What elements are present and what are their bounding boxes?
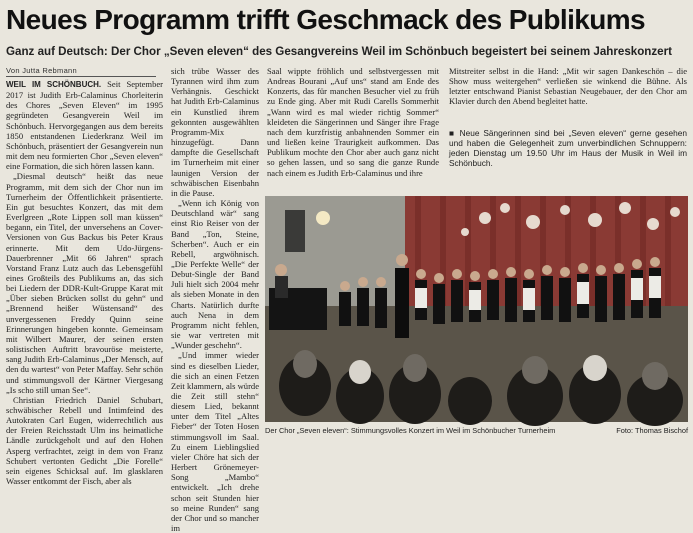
paragraph: Mitstreiter selbst in die Hand: „Mit wir sagen Dankeschön – die Show muss weitergehen“ verließen sie winkend die Bühne. Als letzter entschwand Pianist Sebastian Neugebauer, der den Chor am Klavier durch den Abend begleitet hatte. — [449, 66, 687, 107]
article-byline: Von Jutta Rebmann — [6, 66, 156, 77]
photo-credit: Foto: Thomas Bischof — [616, 426, 688, 435]
paragraph: sich trübe Wasser des Tyrannen wird ihm zum Verhängnis. Geschickt hat Judith Erb-Calaminus ein Kunstlied ihrem gekonnten ausgewählten Programm-Mix hinzugefügt. Dann dampfte die Gesellschaft im Turnerheim mit einer launigen Version der schwäbischen Eisenbahn in die Pause. — [171, 66, 259, 198]
article-column-3 — [267, 66, 439, 193]
article-subhead: Ganz auf Deutsch: Der Chor „Seven eleven“ des Gesangvereins Weil im Schönbuch begeistert bei seinem Jahreskonzert — [6, 45, 672, 58]
dateline: WEIL IM SCHÖNBUCH. — [6, 80, 102, 89]
article-column-1 — [6, 79, 163, 487]
photo-caption-row — [265, 426, 688, 435]
article-column-4 — [449, 66, 687, 126]
paragraph: „Und immer wieder sind es dieselben Lieder, die sich an einen Fetzen Zeit klammern, als würde die Zeit still stehn“ diesem Lied, bekannt unter dem Titel „Altes Fieber“ der Toten Hosen stimmungsvoll im Saal. Zu einem Lieblingslied vieler Chöre hat sich der Herbert Grönemeyer-Song „Mambo“ entwickelt. „Ich drehe schon seit Stunden hier so meine Runden“ sang der Chor und so mancher im — [171, 350, 259, 533]
paragraph: Saal wippte fröhlich und selbstvergessen mit Andreas Bourani „Auf uns“ stand am Ende des Konzerts, das für manchen Besucher viel zu früh zu Ende ging. Aber mit Rudi Carells Sommerhit „Wann wird es mal wieder richtig Sommer“ kleideten die Sängerinnen und Sänger ihre Frage nach dem kurzfristig anbahnenden Sommer ein und ließen keine Traurigkeit aufkommen. Das Publikum mochte den Chor aber auch ganz nicht so gehen lassen, und so sang die ganze Runde nach einem es Judith Erb-Calaminus und ihre — [267, 66, 439, 178]
article-column-2 — [171, 66, 259, 533]
photo-caption: Der Chor „Seven eleven“: Stimmungsvolles Konzert im Weil im Schönbucher Turnerheim — [265, 426, 556, 435]
choir-concert-photo — [265, 196, 688, 422]
paragraph: „Wenn ich König von Deutschland wär“ sang einst Rio Reiser von der Band „Ton, Steine, Scherben“. Auch er ein Rebell, argwöhnisch. „Die Perfekte Welle“ der Debut-Single der Band Juli hielt sich 2004 mehr als sieben Monate in den Charts. Natürlich durfte auch Nena in dem Programm nicht fehlen, sie war vertreten mit „Wunder geschehn“. — [171, 198, 259, 351]
choir-photo-illustration — [265, 196, 688, 422]
paragraph: Christian Friedrich Daniel Schubart, schwäbischer Rebell und Intimfeind des Autokraten Carl Eugen, widerrechtlich aus der Freien Reichsstadt Ulm ins heimatliche Ländle zurückgeholt und auf den Hohen Asperg verfrachtet, zeigt in dem von Franz Schubert vertonten Gedicht „Die Forelle“ sein eigenes Schicksal auf. Im glasklaren Wasser entkommt der Fisch, aber als — [6, 394, 163, 487]
article-headline: Neues Programm trifft Geschmack des Publikums — [6, 4, 645, 35]
paragraph: Seit September 2017 ist Judith Erb-Calaminus Chorleiterin des Chores „Seven Eleven“ im 1995 gegründeten Gesangverein Weil im Schönbuch. Hervorgegangen aus dem bereits 1850 entstandenen Liederkranz Weil im Schönbuch, präsentiert der Gesangverein nun mit dem neu formierten Chor „Seven eleven“ eine Formation, die sich hören lassen kann. — [6, 79, 163, 172]
info-note: ■ Neue Sängerinnen sind bei „Seven eleven“ gerne gesehen und haben die Gelegenheit zum unverbindlichen Schnuppern: jeden Dienstag um 19.50 Uhr im Haus der Musik in Weil im Schönbuch. — [449, 128, 687, 169]
paragraph: „Diesmal deutsch“ heißt das neue Programm, mit dem sich der Chor nun im Turnerheim der Öffentlichkeit präsentierte. Ein gut besuchtes Konzert, das mit dem Everlgreen „Rote Lippen soll man küssen“ begann, ein Titel, der unversehens an Cover-Versionen von Gus Backus bis Peter Kraus erinnerte. Mit dem Udo-Jürgens-Dauerbrenner „Mit 66 Jahren“ sprach Vorstand Franz Lutz auch das Lebensgefühl eines Großteils des Publikums an, das sich bei Liedern der DDR-Kult-Gruppe Karat mit „Über sieben Brücken sollst du gehn“ und „Brennend heißer Wüstensand“ des unvergessenen Freddy Quinn seine Erinnerungen hingeben konnte. Gemeinsam mit Wilbert Maurer, der seinen ersten solistischen Auftritt bravouröse meisterte, sang Judith Erb-Calaminus „Der Mensch, auf den du wartest“ von Peter Maffay. Sehr schön und stimmungsvoll der Kärtner Viergesang „Is scho still uman See“. — [6, 171, 163, 395]
